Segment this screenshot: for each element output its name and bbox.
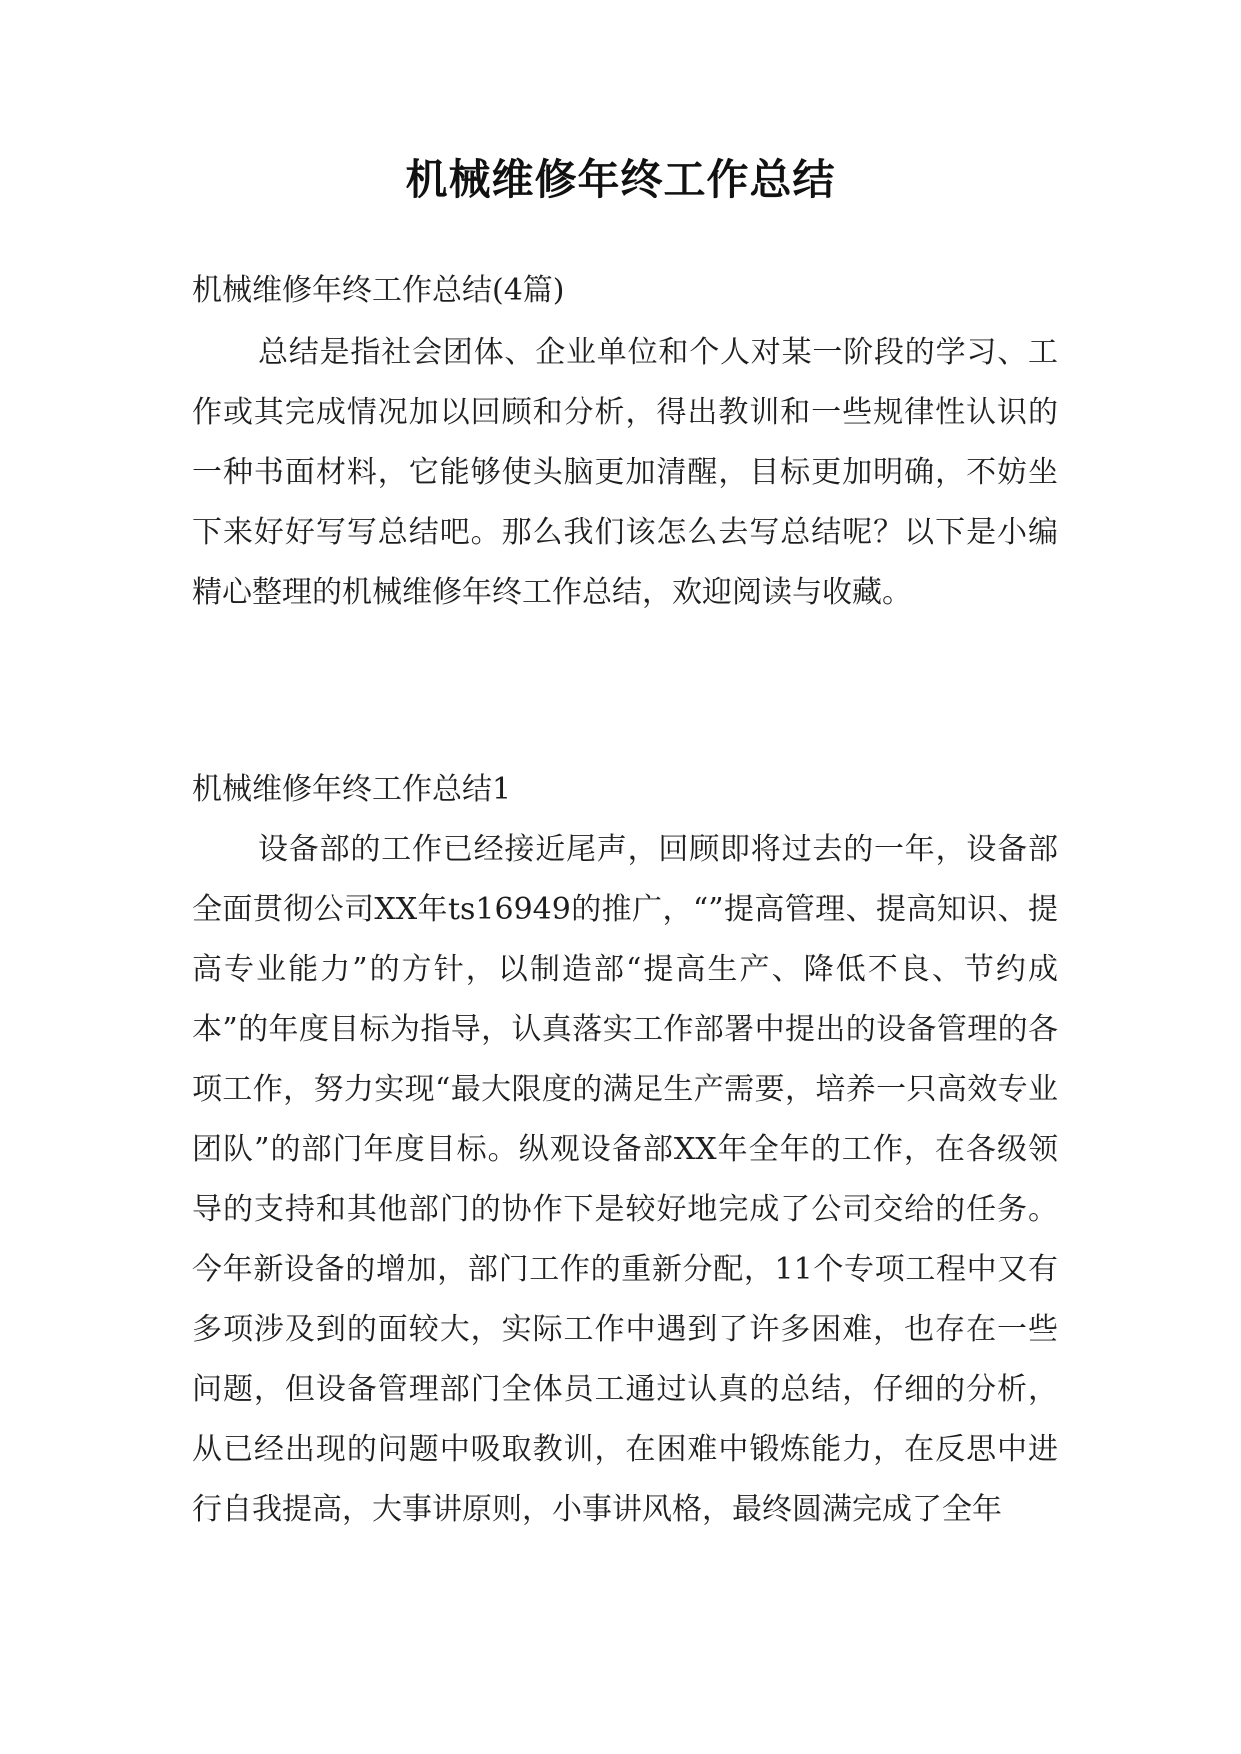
series-heading: 机械维修年终工作总结(4篇) <box>192 273 565 308</box>
document-title: 机械维修年终工作总结 <box>405 155 836 204</box>
section-1-paragraph: 设备部的工作已经接近尾声，回顾即将过去的一年，设备部全面贯彻公司XX年ts16949的推广，“”提高管理、提高知识、提高专业能力”的方针，以制造部“提高生产、降低不良、节约成本”的年度目标为指导，认真落实工作部署中提出的设备管理的各项工作，努力实现“最大限度的满足生产需要，培养一只高效专业团队”的部门年度目标。纵观设备部XX年全年的工作，在各级领导的支持和其他部门的协作下是较好地完成了公司交给的任务。今年新设备的增加，部门工作的重新分配，11个专项工程中又有多项涉及到的面较大，实际工作中遇到了许多困难，也存在一些问题，但设备管理部门全体员工通过认真的总结，仔细的分析，从已经出现的问题中吸取教训，在困难中锻炼能力，在反思中进行自我提高，大事讲原则，小事讲风格，最终圆满完成了全年 <box>192 832 1058 1527</box>
intro-paragraph: 总结是指社会团体、企业单位和个人对某一阶段的学习、工作或其完成情况加以回顾和分析，得出教训和一些规律性认识的一种书面材料，它能够使头脑更加清醒，目标更加明确，不妨坐下来好好写写总结吧。那么我们该怎么去写总结呢？以下是小编精心整理的机械维修年终工作总结，欢迎阅读与收藏。 <box>192 335 1058 610</box>
section-heading-1: 机械维修年终工作总结1 <box>192 772 512 807</box>
